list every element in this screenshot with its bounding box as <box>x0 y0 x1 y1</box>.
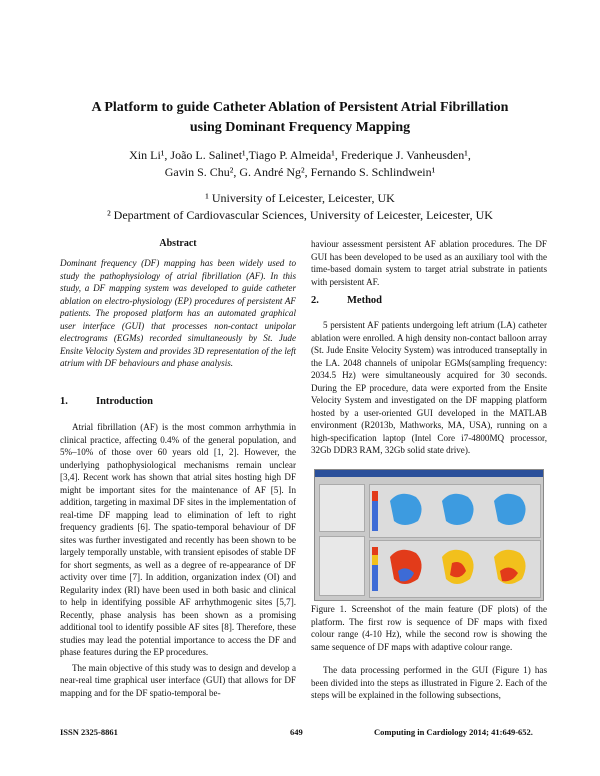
affiliations <box>40 190 560 224</box>
method-body <box>311 319 547 457</box>
df-maps-fixed-range <box>370 485 540 537</box>
after-figure-body <box>311 664 547 702</box>
authors-line-2: Gavin S. Chu², G. André Ng², Fernando S. Schlindwein¹ <box>164 165 436 179</box>
df-maps-adaptive-range <box>370 541 540 597</box>
method-heading <box>311 295 382 306</box>
method-number: 2. <box>311 295 319 306</box>
paper-title <box>40 98 560 138</box>
authors-line-1: Xin Li¹, João L. Salinet¹,Tiago P. Almeida¹, Frederique J. Vanheusden¹, <box>129 148 471 162</box>
figure-df-row-fixed <box>369 484 541 538</box>
abstract-text: Dominant frequency (DF) mapping has been widely used to study the pathophysiology of atrial fibrillation (AF). In this study, a DF mapping system was developed to guide catheter ablation on electro-physiology (EP) procedures of persistent AF patients. The proposed platform has an automated graphical user interface (GUI) that processes non-contact unipolar electrograms (EGMs) recorded simultaneously by St. Jude Ensite Velocity System and provides 3D representation of the left atrium with DF behaviours and phase analysis. <box>60 258 296 368</box>
right-column-continuation: haviour assessment persistent AF ablation procedures. The DF GUI has been developed to be used as an auxiliary tool with the time-based domain system to target atrial substrate in patients with persistent AF. <box>311 239 547 287</box>
method-title: Method <box>347 295 382 306</box>
intro-paragraph-1: Atrial fibrillation (AF) is the most common arrhythmia in clinical practice, affecting 0.4% of the general population, and 5%–10% of those over 60 years old [1, 2]. However, the underlying pathophysiological mechanisms remain unclear [3,4]. Recent work has shown that atrial sites hosting high DF might be important sites for the maintenance of AF [5]. In addition, targeting in maximal DF sites in the implementation of real-time DF mapping lead to elimination of left to right frequency gradients [6]. The spatio-temporal behaviour of DF sites was further investigated and recently has been shown to be largely temporally unstable, with transient episodes of stable DF for short segments, as well as a degree of re-appearance of DF activity over time [7]. In addition, organization index (OI) and Regularity index (RI) have been used in both basic and clinical to help in identifying possible AF arrhythmogenic sites [5,7]. Recently, phase analysis has been shown as a promising additional tool to identify possible AF sites [8]. Therefore, these studies may lead the potential importance to access the DF and phase features during the EP procedures. <box>60 422 296 657</box>
affiliation-2: ² Department of Cardiovascular Sciences, University of Leicester, Leicester, UK <box>107 208 493 222</box>
affiliation-1: ¹ University of Leicester, Leicester, UK <box>205 191 395 205</box>
figure-1-caption: Figure 1. Screenshot of the main feature (DF plots) of the platform. The first row is sequence of DF maps with fixed colour range (4-10 Hz), while the second row is showing the same sequence of DF maps with adaptive colour range. <box>311 604 547 652</box>
intro-title: Introduction <box>96 396 153 407</box>
footer-page-number: 649 <box>290 727 303 737</box>
figure-1-screenshot <box>314 469 544 601</box>
figure-control-panel-top <box>319 484 365 532</box>
footer-issn: ISSN 2325-8861 <box>60 727 118 737</box>
figure-control-panel-bottom <box>319 536 365 596</box>
intro-body <box>60 421 296 699</box>
figure-df-row-adaptive <box>369 540 541 598</box>
intro-number: 1. <box>60 396 68 407</box>
after-figure-paragraph: The data processing performed in the GUI (Figure 1) has been divided into the steps as illustrated in Figure 2. Each of the steps will be explained in the following subsections, <box>311 665 547 700</box>
intro-heading <box>60 396 153 407</box>
figure-window-titlebar <box>315 470 543 477</box>
author-list <box>40 147 560 181</box>
abstract-heading: Abstract <box>159 238 197 249</box>
title-line-1: A Platform to guide Catheter Ablation of Persistent Atrial Fibrillation <box>91 100 509 115</box>
intro-paragraph-2: The main objective of this study was to design and develop a near-real time graphical user interface (GUI) that allows for DF mapping and for the DF spatio-temporal be- <box>60 662 296 698</box>
method-paragraph-1: 5 persistent AF patients undergoing left atrium (LA) catheter ablation were enrolled. A high density non-contact balloon array (St. Jude Ensite Velocity System) was introduced transeptally in the LA. 2048 channels of unipolar EGMs(sampling frequency: 2034.5 Hz) were simultaneously acquired for 30 seconds. During the EP procedure, data were exported from the Ensite Velocity System and investigated on the DF mapping platform hosted by a user-oriented GUI developed in the MATLAB environment (R2013b, Mathworks, MA, USA), running on a high-specification laptop (Intel Core i7-4800MQ processor, 32Gb DDR3 RAM, 32Gb solid state drive). <box>311 320 547 455</box>
title-line-2: using Dominant Frequency Mapping <box>189 120 411 135</box>
footer-journal: Computing in Cardiology 2014; 41:649-652. <box>374 727 533 737</box>
